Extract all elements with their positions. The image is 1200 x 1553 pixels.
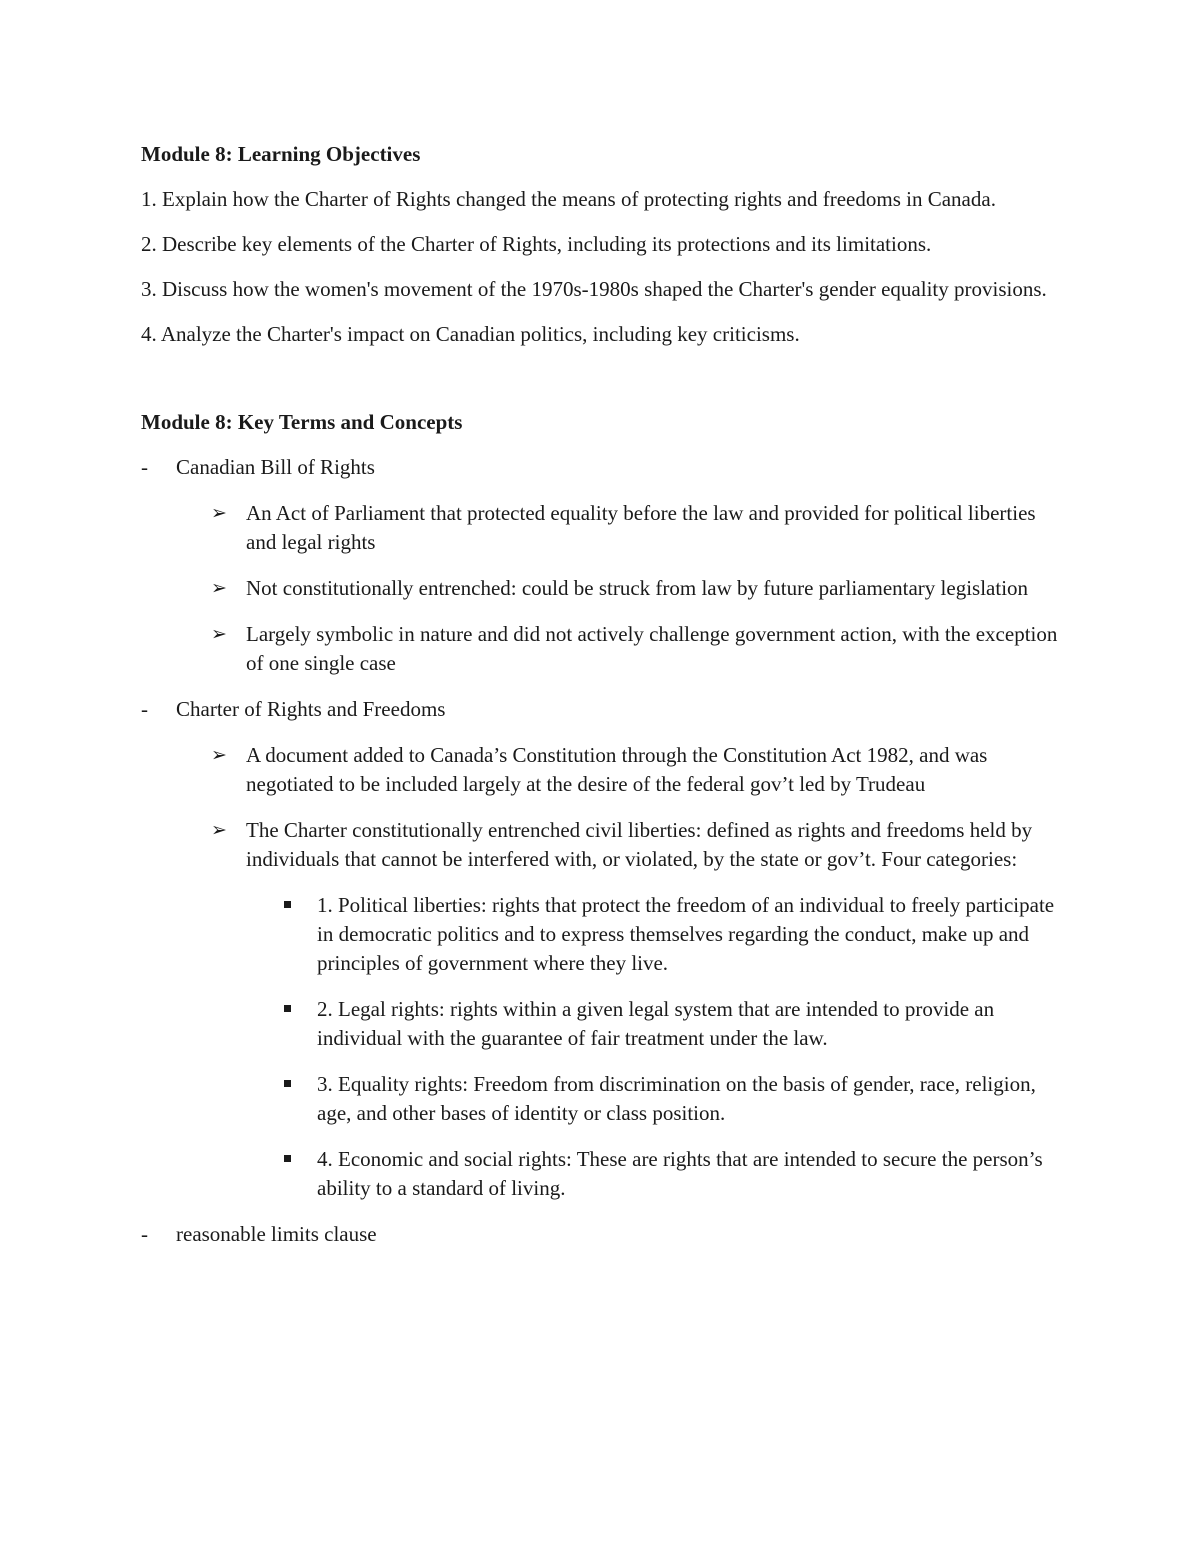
bullet-item [141, 620, 1071, 678]
term-title: Charter of Rights and Freedoms [176, 697, 446, 721]
term-title: reasonable limits clause [176, 1222, 377, 1246]
bullet-item [141, 574, 1071, 603]
arrowhead-bullet-icon: ➢ [211, 623, 227, 645]
bullet-item [141, 741, 1071, 799]
learning-objectives-heading: Module 8: Learning Objectives [141, 142, 421, 166]
bullet-text: Not constitutionally entrenched: could be struck from law by future parliamentary legislation [246, 576, 1029, 600]
term-title: Canadian Bill of Rights [176, 455, 375, 479]
category-item [141, 995, 1071, 1053]
bullet-text: The Charter constitutionally entrenched civil liberties: defined as rights and freedoms held by individuals that cannot be interfered with, or violated, by the state or gov’t. Four categories: [246, 818, 1033, 871]
arrowhead-bullet-icon: ➢ [211, 577, 227, 599]
square-bullet-icon [284, 1005, 291, 1012]
dash-bullet: - [141, 697, 148, 721]
bullet-text: Largely symbolic in nature and did not actively challenge government action, with the exception of one single case [246, 622, 1058, 675]
category-item [141, 1070, 1071, 1128]
objective-item: 4. Analyze the Charter's impact on Canadian politics, including key criticisms. [141, 322, 800, 346]
term-reasonable-limits-clause [141, 1220, 1071, 1249]
key-terms-heading: Module 8: Key Terms and Concepts [141, 410, 463, 434]
bullet-item [141, 499, 1071, 557]
category-item [141, 891, 1071, 978]
category-text: 4. Economic and social rights: These are rights that are intended to secure the person’s ability to a standard of living. [317, 1147, 1043, 1200]
term-charter-of-rights [141, 695, 1071, 724]
document-page [141, 140, 1071, 1266]
square-bullet-icon [284, 901, 291, 908]
category-text: 2. Legal rights: rights within a given legal system that are intended to provide an individual with the guarantee of fair treatment under the law. [317, 997, 995, 1050]
objective-item: 3. Discuss how the women's movement of the 1970s-1980s shaped the Charter's gender equality provisions. [141, 277, 1047, 301]
bullet-text: A document added to Canada’s Constitution through the Constitution Act 1982, and was negotiated to be included largely at the desire of the federal gov’t led by Trudeau [246, 743, 988, 796]
category-text: 1. Political liberties: rights that protect the freedom of an individual to freely participate in democratic politics and to express themselves regarding the conduct, make up and principles of government where they live. [317, 893, 1055, 975]
square-bullet-icon [284, 1155, 291, 1162]
dash-bullet: - [141, 1222, 148, 1246]
objective-item: 2. Describe key elements of the Charter of Rights, including its protections and its limitations. [141, 232, 932, 256]
category-item [141, 1145, 1071, 1203]
category-text: 3. Equality rights: Freedom from discrimination on the basis of gender, race, religion, age, and other bases of identity or class position. [317, 1072, 1036, 1125]
section-spacer [141, 365, 1071, 408]
square-bullet-icon [284, 1080, 291, 1087]
arrowhead-bullet-icon: ➢ [211, 502, 227, 524]
arrowhead-bullet-icon: ➢ [211, 744, 227, 766]
dash-bullet: - [141, 455, 148, 479]
term-canadian-bill-of-rights [141, 453, 1071, 482]
objective-item: 1. Explain how the Charter of Rights changed the means of protecting rights and freedoms in Canada. [141, 187, 996, 211]
bullet-item [141, 816, 1071, 874]
bullet-text: An Act of Parliament that protected equality before the law and provided for political liberties and legal rights [246, 501, 1036, 554]
arrowhead-bullet-icon: ➢ [211, 819, 227, 841]
